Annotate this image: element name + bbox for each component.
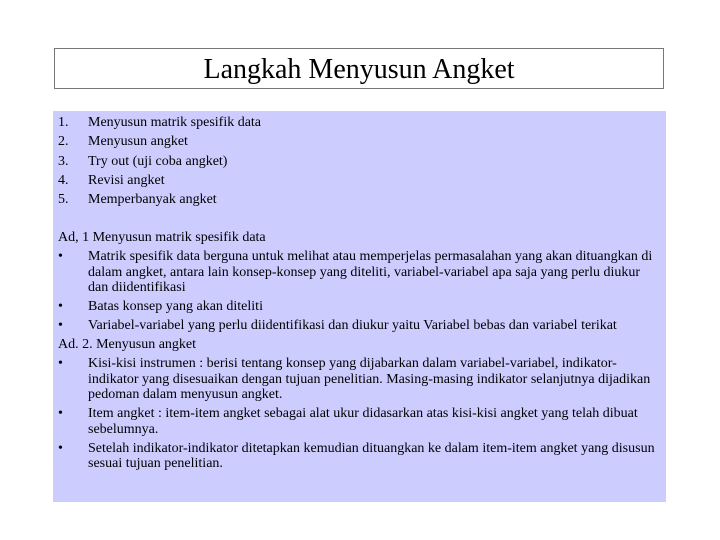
section-heading: Ad, 1 Menyusun matrik spesifik data (58, 230, 266, 245)
bullet-item (58, 356, 658, 403)
list-item (58, 153, 261, 172)
bullet-text: Kisi-kisi instrumen : berisi tentang konsep yang dijabarkan dalam variabel-variabel, indikator-indikator yang disesuaikan dengan tujuan penelitian. Masing-masing indikator selanjutnya dijadikan pedoman dalam menyusun angket. (88, 356, 651, 402)
item-text: Try out (uji coba angket) (88, 153, 228, 169)
item-text: Menyusun matrik spesifik data (88, 115, 262, 130)
item-text: Revisi angket (88, 172, 165, 188)
bullet-text: Variabel-variabel yang perlu diidentifikasi dan diukur yaitu Variabel bebas dan variabel terikat (88, 318, 617, 333)
bullet-text: Setelah indikator-indikator ditetapkan kemudian dituangkan ke dalam item-item angket yang disusun sesuai tujuan penelitian. (88, 440, 655, 471)
list-item (58, 172, 261, 191)
bullet-item (58, 406, 658, 437)
bullet-icon: • (58, 356, 63, 371)
item-number: 5. (58, 192, 69, 208)
bullet-item (58, 299, 658, 315)
list-item (58, 133, 261, 152)
list-item (58, 114, 261, 133)
bullet-icon: • (58, 440, 63, 456)
bullet-text: Matrik spesifik data berguna untuk melihat atau memperjelas permasalahan yang akan dituangkan di dalam angket, antara lain konsep-konsep yang diteliti, variabel-variabel apa saja yang perlu diukur dan diidentifikasi (88, 249, 653, 295)
bullet-item (58, 441, 658, 472)
bullet-icon: • (58, 318, 63, 333)
item-number: 3. (58, 153, 69, 169)
steps-list (58, 114, 261, 210)
content-panel (53, 111, 666, 502)
bullet-icon: • (58, 406, 63, 421)
item-number: 1. (58, 115, 69, 130)
item-text: Menyusun angket (88, 134, 188, 150)
bullet-text: Batas konsep yang akan diteliti (88, 299, 263, 314)
list-item (58, 191, 261, 210)
details (58, 230, 658, 475)
bullet-item (58, 249, 658, 296)
bullet-icon: • (58, 299, 63, 314)
item-number: 4. (58, 172, 69, 188)
section-heading: Ad. 2. Menyusun angket (58, 337, 197, 352)
item-text: Memperbanyak angket (88, 192, 217, 208)
bullet-item (58, 318, 658, 334)
slide-title: Langkah Menyusun Angket (54, 48, 664, 89)
item-number: 2. (58, 134, 69, 150)
bullet-text: Item angket : item-item angket sebagai alat ukur didasarkan atas kisi-kisi angket yang telah dibuat sebelumnya. (88, 406, 638, 437)
bullet-icon: • (58, 249, 63, 264)
